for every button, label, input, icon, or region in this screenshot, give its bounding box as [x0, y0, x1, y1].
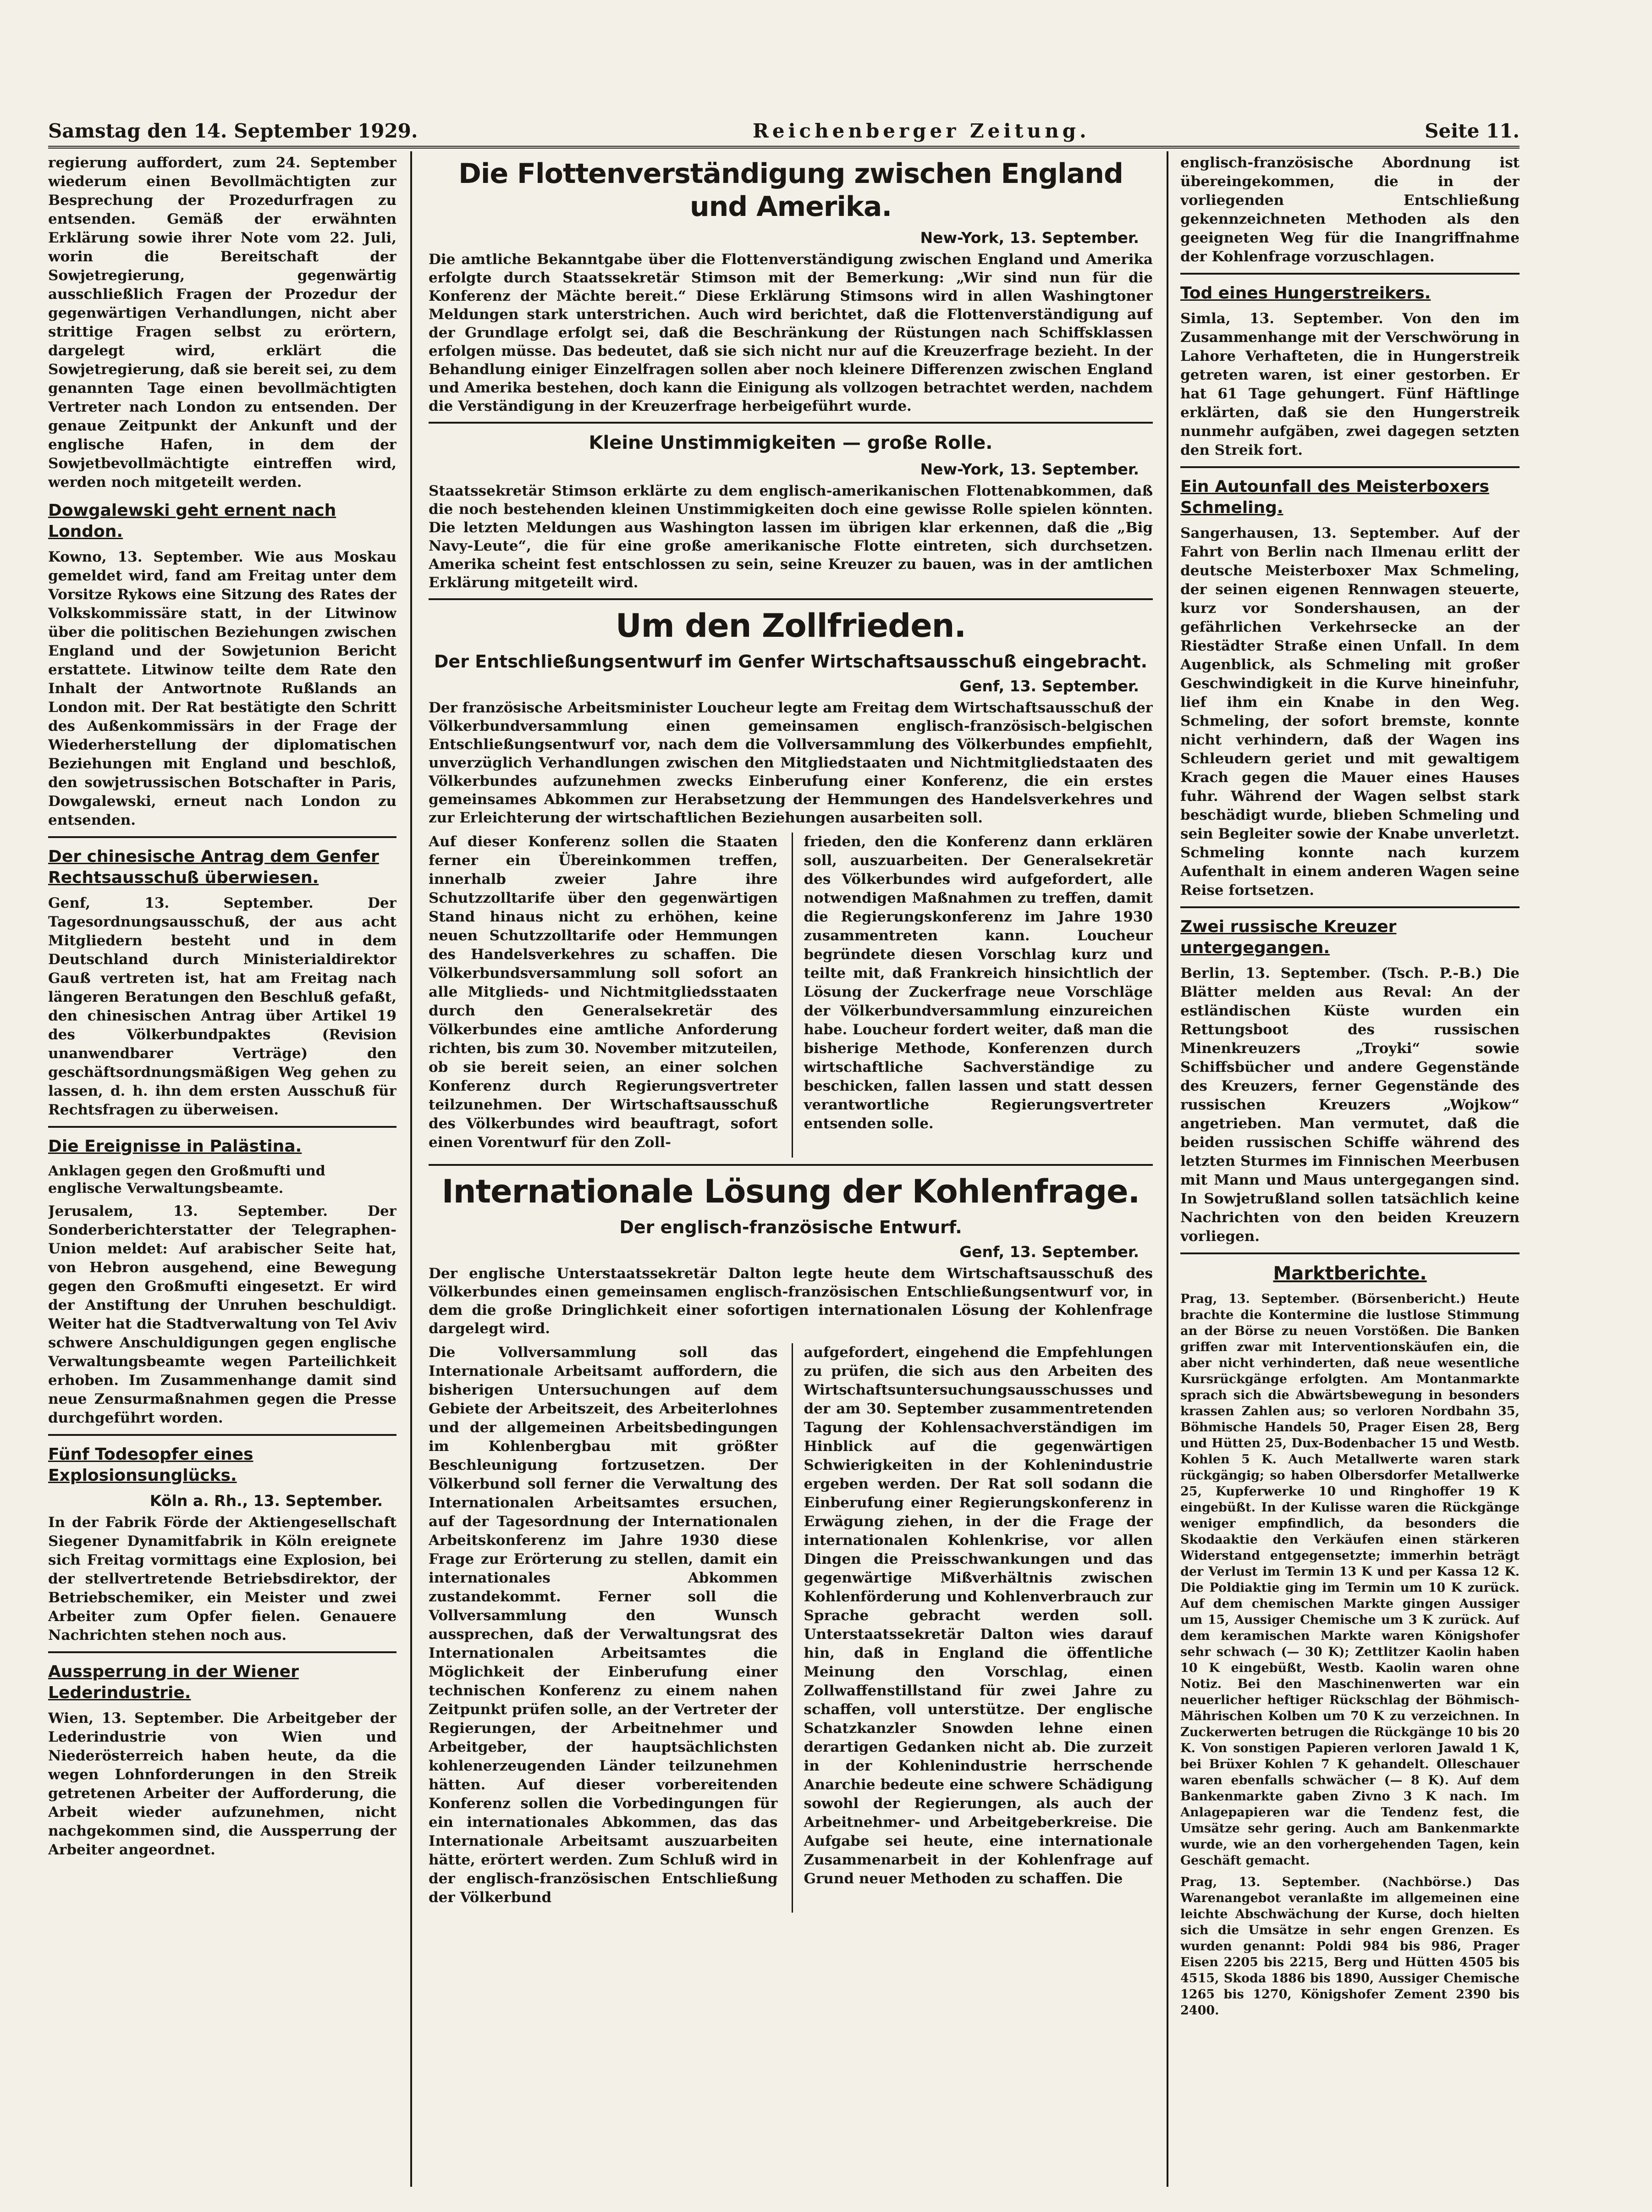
headline-market-reports: Marktberichte. [1273, 1263, 1427, 1284]
text-dowgalewski: Wie aus Moskau gemeldet wird, fand am Freitag unter dem Vorsitze Rykows eine Sitzung des Rates der Volkskommissäre statt, in der Litwinow über die politischen Beziehungen zwischen England und der Sowjetunion Bericht erstattete. Litwinow teilte dem Rate den Inhalt der Antwortnote Rußlands an London mit. Der Rat bestätigte den Schritt des Außenkommissärs in der Frage der Wiederherstellung der diplomatischen Beziehungen mit England und beschloß, den sowjetrussischen Botschafter in Paris, Dowgalewski, erneut nach London zu entsenden. [48, 549, 396, 828]
separator [1180, 1252, 1520, 1254]
market-report-prague-2: Prag, 13. September. (Nachbörse.) Das Warenangebot veranlaßte im allgemeinen eine leichte Abschwächung der Kurse, doch hielten sich die Umsätze in sehr engen Grenzen. Es wurden genannt: Poldi 984 bis 986, Prager Eisen 2205 bis 2215, Berg und Hütten 4505 bis 4515, Skoda 1886 bis 1890, Aussiger Chemische 1265 bis 1270, Königshofer Zement 2390 bis 2400. [1180, 1875, 1520, 2018]
text-coal-right: aufgefordert, eingehend die Empfehlungen zu prüfen, die sich aus den Arbeiten des Wirtschaftsuntersuchungsausschusses und der am 30. September zusammentretenden Tagung der Kohlensachverständigen im Hinblick auf die gegenwärtigen Schwierigkeiten in der Kohlenindustrie ergeben werden. Der Rat soll sodann die Einberufung einer Regierungskonferenz in Erwägung ziehen, in der die Frage der internationalen Kohlenkrise, vor allen Dingen die Preisschwankungen und das gegenwärtige Mißverhältnis zwischen Kohlenförderung und Kohlenverbrauch zur Sprache gebracht werden soll. Unterstaatssekretär Dalton wies darauf hin, daß in England die öffentliche Meinung den Vorschlag, einen Zollwaffenstillstand für zwei Jahre zu schaffen, voll unterstütze. Der englische Schatzkanzler Snowden lehne einen derartigen Gedanken nicht ab. Die zurzeit in der Kohlenindustrie herrschende Anarchie bedeute eine schwere Schädigung sowohl der Regierungen, als auch der Arbeitnehmer- und Arbeitgeberkreise. Die Aufgabe sei heute, eine internationale Zusammenarbeit in der Kohlenfrage auf Grund neuer Methoden zu schaffen. Die [804, 1344, 1153, 1887]
article-hunger-striker: Simla, 13. September. Von den im Zusammenhange mit der Verschwörung in Lahore Verhafteten, die in Hungerstreik getreten waren, ist einer gestorben. Er hat 61 Tage gehungert. Fünf Häftlinge erklärten, daß sie den Hungerstreik nunmehr aufgäben, zwei dagegen setzten den Streik fort. [1180, 310, 1520, 458]
article-palestine: Jerusalem, 13. September. Der Sonderberichterstatter der Telegraphen-Union meldet: Auf arabischer Seite hat, von Hebron ausgehend, eine Bewegung gegen den Großmufti eingesetzt. Er wird der Anstiftung der Unruhen beschuldigt. Weiter hat die Stadtverwaltung von Tel Aviv schwere Anschuldigungen gegen englische Verwaltungsbeamte wegen Parteilichkeit erhoben. Im Zusammenhange damit sind neue Zensurmaßnahmen gegen die Presse durchgeführt worden. [48, 1203, 396, 1426]
column-left [48, 154, 396, 2184]
column-rule-2 [1167, 151, 1168, 2187]
headline-lockout: Aussperrung in der Wiener Lederindustrie. [48, 1662, 299, 1702]
headline-dowgalewski: Dowgalewski geht ernent nach London. [48, 501, 336, 541]
column-center [429, 154, 1153, 2184]
article-coal-continuation: englisch-französische Abordnung ist übereingekommen, die in der vorliegenden Entschließung gekennzeichneten Methoden als den geeigneten Weg für die Inangriffnahme der Kohlenfrage vorzuschlagen. [1180, 154, 1520, 265]
dateline-newyork-2: New-York, 13. September. [920, 460, 1139, 478]
market-report-prague-1: Prag, 13. September. (Börsenbericht.) Heute brachte die Kontermine die lustlose Stimmung an der Börse zu neuen Vorstößen. Die Banken griffen zwar mit Interventionskäufen ein, die aber nicht verhinderten, daß neue wesentliche Kursrückgänge erfolgten. Am Montanmarkte sprach sich die Abwärtsbewegung in besonders krassen Zahlen aus; so verloren Nordbahn 35, Böhmische Handels 50, Prager Eisen 28, Berg und Hütten 25, Dux-Bodenbacher 15 und Westb. Kohlen 5 K. Auch Metallwerte waren stark rückgängig; so haben Olbersdorfer Metallwerke 25, Kupferwerke 10 und Ringhoffer 19 K eingebüßt. In der Kulisse waren die Rückgänge weniger empfindlich, da besonders die Skodaaktie den Verkäufen einen stärkeren Widerstand entgegensetzte; immerhin beträgt der Verlust im Termin 13 K und per Kassa 12 K. Die Poldiaktie ging im Termin um 10 K zurück. Auf dem chemischen Markte gingen Aussiger um 15, Aussiger Chemische um 3 K zurück. Auf dem keramischen Markte waren Königshofer sehr schwach (— 30 K); Zettlitzer Kaolin haben 10 K eingebüßt, Westb. Kaolin waren ohne Notiz. Bei den Maschinenwerten war ein neuerlicher heftiger Rückschlag der Böhmisch-Mährischen Kolben um 70 K zu verzeichnen. In Zuckerwerten betrugen die Rückgänge 10 bis 20 K. Von sonstigen Papieren verloren Jawald 1 K, bei Brüxer Kohlen 7 K gehandelt. Olleschauer waren ebenfalls schwächer (— 8 K). Auf dem Bankenmarkte gaben Zivno 3 K nach. Im Anlagepapieren war die Tendenz fest, die Umsätze sehr gering. Auch am Bankenmarkte wurde, wie an den vorhergehenden Tagen, kein Geschäft gemacht. [1180, 1292, 1520, 1868]
page-header [48, 105, 1520, 149]
article-naval-agreement: Die amtliche Bekanntgabe über die Flottenverständigung zwischen England und Amerika erfolgte durch Staatssekretär Stimson mit der Bemerkung: „Wir sind nun für die Konferenz der Mächte bereit.“ Diese Erklärung Stimsons wird in allen Washingtoner Meldungen stark unterstrichen. Auch wird berichtet, daß die Flottenverständigung auf der Grundlage erfolgt sei, daß die Beschränkung der Rüstungen nach Schiffsklassen erfolgen müsse. Das bedeutet, daß sie sich nicht nur auf die Kreuzerfrage bezieht. In der Behandlung einiger Einzelfragen sollen aber noch kleinere Differenzen zwischen England und Amerika bestehen, doch kann die Einigung als vollzogen betrachtet werden, nachdem die Verständigung in der Kreuzerfrage herbeigeführt wurde. [429, 251, 1153, 414]
headline-chinese-motion: Der chinesische Antrag dem Genfer Rechtsausschuß überwiesen. [48, 847, 379, 887]
headline-schmeling-accident: Ein Autounfall des Meisterboxers Schmeling. [1180, 477, 1489, 517]
article-russian-cruisers: Berlin, 13. September. (Tsch. P.-B.) Die Blätter melden aus Reval: An der estländischen Küste wurden ein Rettungsboot des russischen Minenkreuzers „Troyki“ sowie Schiffsbücher und andere Gegenstände des Kreuzers, ferner Gegenstände des russischen Kreuzers „Wojkow“ angetrieben. Man vermutet, daß die beiden russischen Schiffe während des letzten Sturmes im Finnischen Meerbusen mit Mann und Maus untergegangen sind. In Sowjetrußland sollen tatsächlich keine Nachrichten von den beiden Kreuzern vorliegen. [1180, 965, 1520, 1245]
headline-explosion: Fünf Todesopfer eines Explosionsunglücks. [48, 1445, 253, 1485]
separator [1180, 466, 1520, 468]
headline-small-discrepancies: Kleine Unstimmigkeiten — große Rolle. [589, 432, 993, 453]
headline-hunger-striker: Tod eines Hungerstreikers. [1180, 284, 1431, 303]
headline-coal-question: Internationale Lösung der Kohlenfrage. [441, 1173, 1140, 1210]
text-customs-left: Auf dieser Konferenz sollen die Staaten ferner ein Übereinkommen treffen, innerhalb zweier Jahre ihre Schutzzolltarife über den gegenwärtigen Stand hinaus nicht zu erhöhen, keine neuen Schutzzolltarife oder Hemmungen des Handelsverkehres zu schaffen. Die Völkerbundsversammlung soll sofort an alle Mitglieds- und Nichtmitgliedsstaaten durch den Generalsekretär des Völkerbundes eine amtliche Anforderung richten, bis zum 30. November mitzuteilen, ob sie bereit seien, an einer solchen Konferenz durch Regierungsvertreter teilzunehmen. Der Wirtschaftsausschuß des Völkerbundes wird beauftragt, sofort einen Vorentwurf für den Zoll- [429, 833, 778, 1151]
headline-palestine: Die Ereignisse in Palästina. [48, 1137, 302, 1156]
dateline-genf-2: Genf, 13. September. [959, 1243, 1139, 1261]
subheadline-customs-peace: Der Entschließungsentwurf im Genfer Wirtschaftsausschuß eingebracht. [434, 651, 1148, 672]
separator [1180, 273, 1520, 275]
headline-customs-peace: Um den Zollfrieden. [615, 607, 966, 645]
article-lockout: Wien, 13. September. Die Arbeitgeber der Lederindustrie von Wien und Niederösterreich haben heute, da die wegen Lohnforderungen in den Streik getretenen Arbeiter der Aufforderung, die Arbeit wieder aufzunehmen, nicht nachgekommen sind, die Aussperrung der Arbeiter angeordnet. [48, 1710, 396, 1858]
separator [429, 422, 1153, 424]
dateline-koeln: Köln a. Rh., 13. September. [149, 1492, 383, 1510]
separator [48, 1126, 396, 1128]
subheadline-coal-question: Der englisch-französische Entwurf. [619, 1217, 962, 1237]
separator [48, 836, 396, 838]
separator [429, 598, 1153, 600]
headline-naval-agreement: Die Flottenverständigung zwischen England und Amerika. [458, 158, 1123, 223]
article-sowjet-continuation: regierung auffordert, zum 24. September wiederum einen Bevollmächtigten zur Besprechung der Prozedurfragen zu entsenden. Gemäß der erwähnten Erklärung sowie ihrer Note vom 22. Juli, worin die Bereitschaft der Sowjetregierung, gegenwärtig ausschließlich Fragen der Prozedur der gegenwärtigen Verhandlungen, nicht aber strittige Fragen selbst zu erörtern, dargelegt wird, erklärt die Sowjetregierung, daß sie bereit sei, zu dem genannten Tage einen bevollmächtigten Vertreter nach London zu entsenden. Der genaue Zeitpunkt der Ankunft und der englische Hafen, in dem der Sowjetbevollmächtigte eintreffen wird, werden noch mitgeteilt werden. [48, 154, 396, 491]
article-small-discrepancies: Staatssekretär Stimson erklärte zu dem englisch-amerikanischen Flottenabkommen, daß die noch bestehenden kleinen Unstimmigkeiten doch eine gewisse Rolle spielen könnten. Die letzten Meldungen aus Washington lassen im übrigen klar erkennen, daß die „Big Navy-Leute“, die für eine große amerikanische Flotte eintreten, sich durchsetzen. Amerika scheint fest entschlossen zu sein, seine Kreuzer zu bauen, was in der amtlichen Erklärung mitgeteilt wird. [429, 483, 1153, 591]
headline-russian-cruisers: Zwei russische Kreuzer untergegangen. [1180, 917, 1397, 957]
dateline-genf-1: Genf, 13. September. [959, 677, 1139, 695]
two-column-coal [429, 1343, 1153, 1913]
header-date: Samstag den 14. September 1929. [48, 120, 418, 142]
column-rule-1 [410, 151, 412, 2187]
page-number: Seite 11. [1425, 120, 1520, 142]
lead-customs-peace: Der französische Arbeitsminister Loucheur legte am Freitag dem Wirtschaftsausschuß der Völkerbundversammlung einen gemeinsamen englisch-französisch-belgischen Entschließungsentwurf vor, nach dem die Vollversammlung des Völkerbundes empfiehlt, unverzüglich Verhandlungen zwischen den Mitgliedstaaten und Nichtmitgliedstaaten des Völkerbundes aufzunehmen zwecks Einberufung einer Konferenz, die ein erstes gemeinsames Abkommen zur Herabsetzung der Hemmungen des Handelsverkehres und zur Erleichterung der wirtschaftlichen Beziehungen ausarbeiten soll. [429, 700, 1153, 826]
article-dowgalewski [48, 548, 396, 830]
subheadline-palestine: Anklagen gegen den Großmufti und englische Verwaltungsbeamte. [48, 1163, 325, 1197]
article-explosion: In der Fabrik Förde der Aktiengesellschaft Siegener Dynamitfabrik in Köln ereignete sich Freitag vormittags eine Explosion, bei der stellvertretende Betriebsdirektor, der Betriebschemiker, ein Meister und zwei Arbeiter zum Opfer fielen. Genauere Nachrichten stehen noch aus. [48, 1514, 396, 1644]
separator [429, 1164, 1153, 1166]
separator [1180, 906, 1520, 908]
column-right [1180, 154, 1520, 2184]
text-customs-right: frieden, den die Konferenz dann erklären soll, auszuarbeiten. Der Generalsekretär des Völkerbundes wird aufgefordert, alle notwendigen Maßnahmen zu treffen, damit die Regierungskonferenz im Jahre 1930 zusammentreten kann. Loucheur begründete diesen Vorschlag kurz und teilte mit, daß Frankreich hinsichtlich der Lösung der Zuckerfrage neue Vorschläge der Völkerbundversammlung einzureichen habe. Loucheur fordert weiter, daß man die bisherige Methode, Konferenzen durch wirtschaftliche Sachverständige zu beschicken, fallen lassen und statt dessen verantwortliche Regierungsvertreter entsenden solle. [804, 833, 1153, 1132]
article-schmeling-accident: Sangerhausen, 13. September. Auf der Fahrt von Berlin nach Ilmenau erlitt der deutsche Meisterboxer Max Schmeling, der seinen eigenen Rennwagen steuerte, kurz vor Sondershausen, an der gefährlichen Verkehrsecke an der Riestädter Straße einen Unfall. In dem Augenblick, als Schmeling mit großer Geschwindigkeit in die Kurve hineinfuhr, lief ihm ein Knabe in den Weg. Schmeling, der sofort bremste, konnte nicht verhindern, daß der Wagen ins Schleudern geriet und mit gewaltigem Krach gegen die Mauer eines Hauses fuhr. Während der Wagen selbst stark beschädigt wurde, blieben Schmeling und sein Begleiter sowie der Knabe unverletzt. Schmeling konnte nach kurzem Aufenthalt in einem anderen Wagen seine Reise fortsetzen. [1180, 525, 1520, 899]
separator [48, 1651, 396, 1653]
lead-coal-question: Der englische Unterstaatssekretär Dalton legte heute dem Wirtschaftsausschuß des Völkerbundes einen gemeinsamen englisch-französischen Entschließungsentwurf vor, in dem die große Dringlichkeit einer sofortigen internationalen Lösung der Kohlenfrage dargelegt wird. [429, 1265, 1153, 1337]
separator [48, 1434, 396, 1436]
dateline-kowno: Kowno, 13. September. [48, 549, 243, 565]
two-column-customs [429, 833, 1153, 1158]
text-coal-left: Die Vollversammlung soll das Internationale Arbeitsamt auffordern, die bisherigen Untersuchungen auf dem Gebiete der Arbeitszeit, des Arbeiterlohnes und der allgemeinen Arbeitsbedingungen im Kohlenbergbau mit größter Beschleunigung fortzusetzen. Der Völkerbund soll ferner die Verwaltung des Internationalen Arbeitsamtes ersuchen, auf der Tagesordnung der Internationalen Arbeitskonferenz im Jahre 1930 diese Frage zur Erörterung zu stellen, damit ein internationales Abkommen zustandekommt. Ferner soll die Vollversammlung den Wunsch aussprechen, daß der Verwaltungsrat des Internationalen Arbeitsamtes die Möglichkeit der Einberufung einer technischen Konferenz zu einem nahen Zeitpunkt prüfen solle, an der Vertreter der Regierungen, der Arbeitnehmer und Arbeitgeber, der hauptsächlichsten kohlenerzeugenden Länder teilzunehmen hätten. Auf dieser vorbereitenden Konferenz sollen die Vorbedingungen für ein internationales Abkommen, das das Internationale Arbeitsamt auszuarbeiten hätte, erörtert werden. Zum Schluß wird in der englisch-französischen Entschließung der Völkerbund [429, 1344, 778, 1906]
masthead: Reichenberger Zeitung. [752, 120, 1090, 142]
article-chinese-motion: Genf, 13. September. Der Tagesordnungsausschuß, der aus acht Mitgliedern besteht und in dem Deutschland durch Ministerialdirektor Gauß vertreten ist, hat am Freitag nach längeren Beratungen den Beschluß gefaßt, den chinesischen Antrag über Artikel 19 des Völkerbundpaktes (Revision unanwendbarer Verträge) den geschäftsordnungsmäßigen Weg gehen zu lassen, d. h. ihn dem ersten Ausschuß für Rechtsfragen zu überweisen. [48, 895, 396, 1118]
dateline-newyork-1: New-York, 13. September. [920, 229, 1139, 247]
